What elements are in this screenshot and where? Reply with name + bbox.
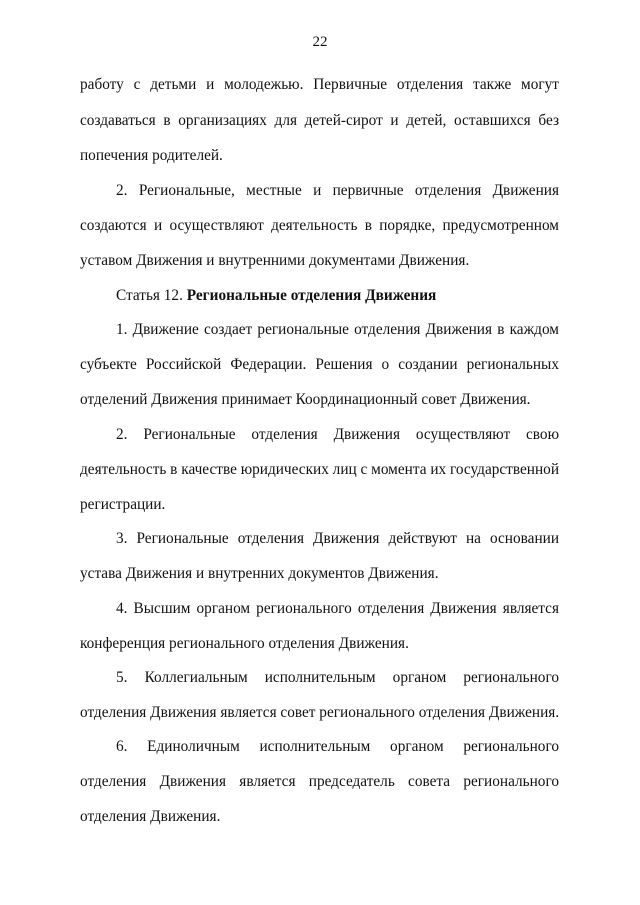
text-line: работу с детьми и молодежью. Первичные отделения также могут xyxy=(80,76,559,93)
text-line: создаются и осуществляют деятельность в порядке, предусмотренном xyxy=(80,217,559,234)
text-line: деятельность в качестве юридических лиц с момента их государственной xyxy=(80,461,559,478)
article-heading xyxy=(116,286,559,306)
article-title: Региональные отделения Движения xyxy=(186,287,437,304)
text-line: 4. Высшим органом регионального отделения Движения является xyxy=(116,600,559,617)
text-line: отделения Движения является председатель совета регионального xyxy=(80,773,559,790)
text-line: отделений Движения принимает Координационный совет Движения. xyxy=(80,391,531,408)
text-line: субъекте Российской Федерации. Решения о создании региональных xyxy=(80,356,559,373)
text-line: 5. Коллегиальным исполнительным органом регионального xyxy=(116,669,559,686)
text-line: отделения Движения является совет регионального отделения Движения. xyxy=(80,704,560,721)
text-line: отделения Движения. xyxy=(80,808,221,825)
text-line: регистрации. xyxy=(80,496,166,513)
text-line: 1. Движение создает региональные отделения Движения в каждом xyxy=(116,321,559,338)
text-line: уставом Движения и внутренними документами Движения. xyxy=(80,252,470,269)
text-line: 6. Единоличным исполнительным органом регионального xyxy=(116,738,559,755)
text-line: 2. Региональные отделения Движения осуществляют свою xyxy=(116,426,559,443)
text-line: устава Движения и внутренних документов Движения. xyxy=(80,565,439,582)
text-line: 3. Региональные отделения Движения действуют на основании xyxy=(116,530,559,547)
article-prefix: Статья 12. xyxy=(116,287,183,304)
text-line: конференция регионального отделения Движения. xyxy=(80,635,409,652)
text-line: попечения родителей. xyxy=(80,147,223,164)
text-line: 2. Региональные, местные и первичные отделения Движения xyxy=(116,182,559,199)
page-number: 22 xyxy=(312,34,328,50)
text-line: создаваться в организациях для детей-сирот и детей, оставшихся без xyxy=(80,112,559,129)
